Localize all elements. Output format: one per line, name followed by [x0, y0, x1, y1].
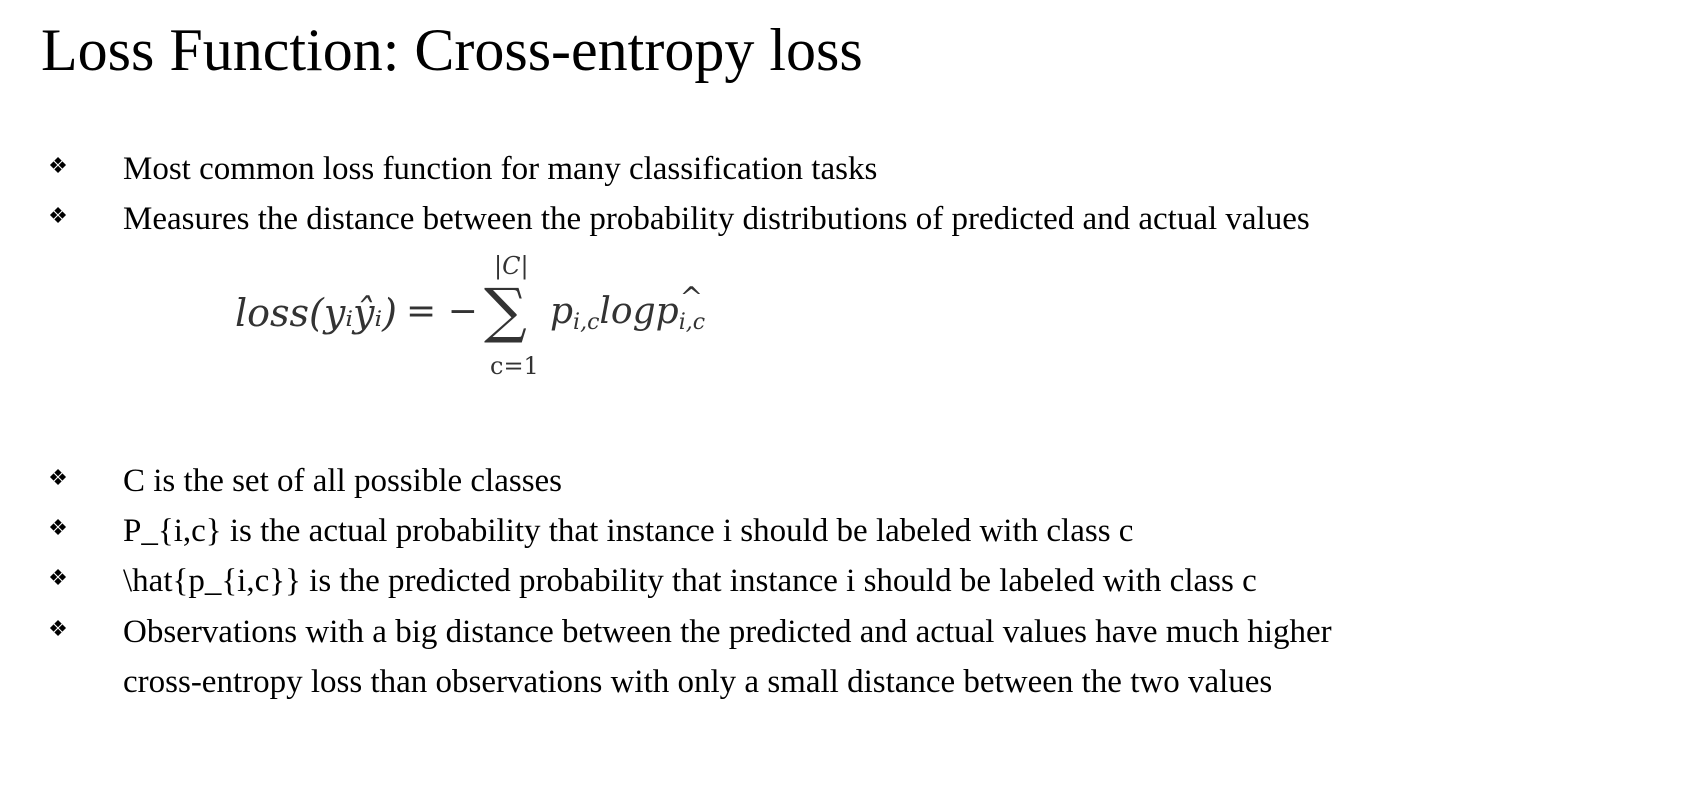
- bullet-text: Observations with a big distance between the predicted and actual values have much higher: [123, 614, 1332, 650]
- formula-lhs: loss(yᵢŷᵢ): [235, 291, 397, 335]
- formula-equals: = −: [406, 291, 478, 332]
- bullet-marker-icon: ❖: [48, 617, 68, 642]
- cross-entropy-formula: [230, 252, 750, 382]
- formula-p-hat-subscript: i,c: [678, 310, 706, 335]
- bullet-text: C is the set of all possible classes: [123, 463, 563, 499]
- bullet-marker-icon: ❖: [48, 204, 68, 229]
- formula-p-hat-base: p: [655, 291, 679, 332]
- formula-rhs: [550, 281, 706, 335]
- bullet-text: Measures the distance between the probability distributions of predicted and actual values: [123, 201, 1310, 237]
- hat-accent-icon: ^: [679, 281, 704, 314]
- sum-lower-limit: c=1: [490, 352, 539, 380]
- bullet-text: Most common loss function for many classification tasks: [123, 151, 878, 187]
- bullet-marker-icon: ❖: [48, 516, 68, 541]
- bullet-text: \hat{p_{i,c}} is the predicted probability that instance i should be labeled with class c: [123, 563, 1257, 599]
- formula-p-hat: [655, 281, 706, 335]
- sum-symbol: ∑: [484, 276, 527, 346]
- slide-title: Loss Function: Cross-entropy loss: [41, 17, 863, 83]
- formula-p: p: [550, 291, 574, 332]
- formula-log: log: [599, 291, 656, 332]
- bullet-marker-icon: ❖: [48, 466, 68, 491]
- bullet-text: P_{i,c} is the actual probability that instance i should be labeled with class c: [123, 513, 1134, 549]
- bullet-marker-icon: ❖: [48, 154, 68, 179]
- bullet-marker-icon: ❖: [48, 566, 68, 591]
- bullet-text-continuation: cross-entropy loss than observations with only a small distance between the two values: [123, 664, 1273, 700]
- sum-upper-limit: |C|: [494, 252, 529, 280]
- formula-p-subscript: i,c: [573, 310, 600, 335]
